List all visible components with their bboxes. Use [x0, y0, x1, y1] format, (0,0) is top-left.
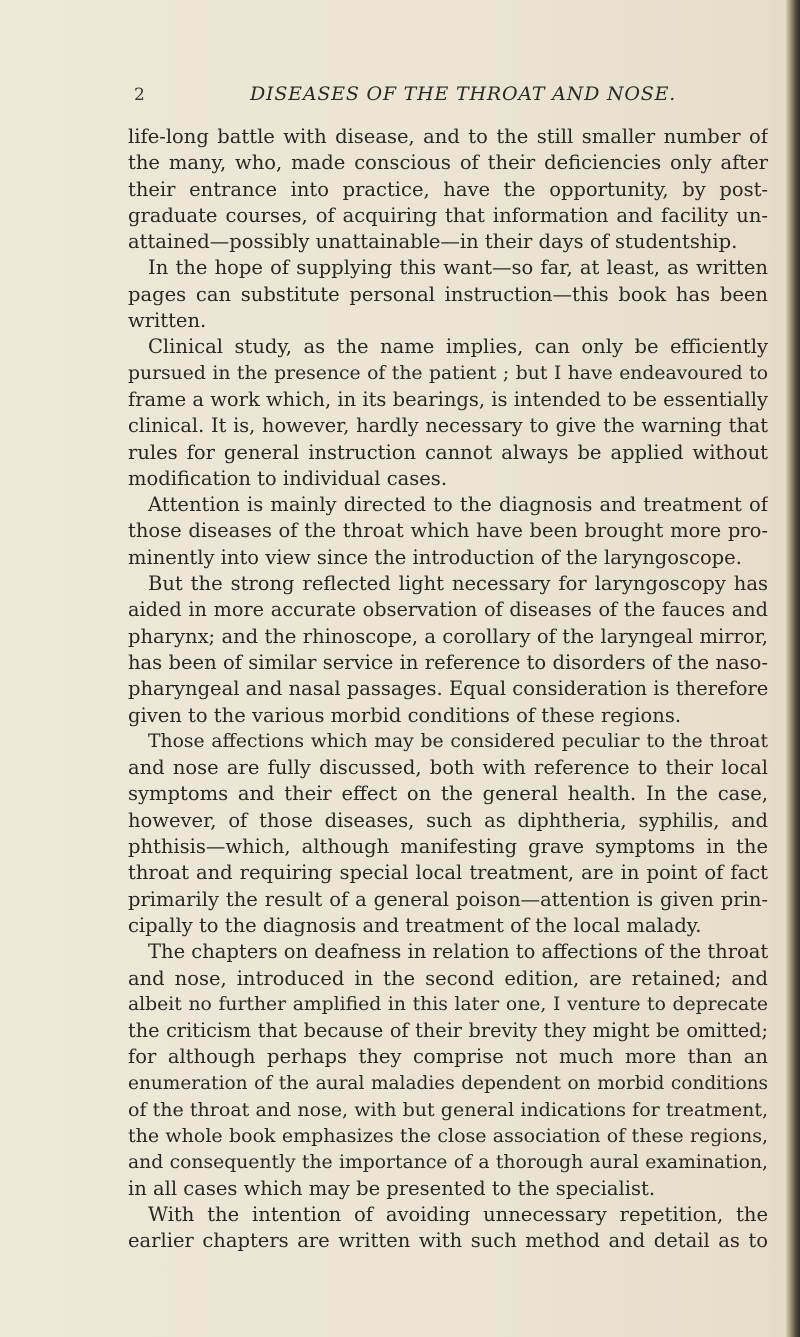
text-line: pursued in the presence of the patient ; but I have endeavoured to	[128, 362, 768, 384]
text-line: symptoms and their effect on the general health. In the case,	[128, 782, 768, 806]
text-line: life-long battle with disease, and to the still smaller number of	[128, 125, 768, 148]
page-binding-edge	[786, 0, 800, 1337]
running-title: DISEASES OF THE THROAT AND NOSE.	[250, 83, 677, 105]
text-line: throat and requiring special local treatment, are in point of fact	[128, 861, 768, 885]
text-line: Those affections which may be considered peculiar to the throat	[148, 730, 768, 752]
text-line: and consequently the importance of a thorough aural examination,	[128, 1151, 768, 1173]
text-line: however, of those diseases, such as diphtheria, syphilis, and	[128, 808, 768, 832]
text-line: for although perhaps they comprise not much more than an	[128, 1045, 768, 1069]
body-text	[128, 124, 768, 1255]
text-line: pharynx; and the rhinoscope, a corollary of the laryngeal mirror,	[128, 624, 768, 648]
text-line: graduate courses, of acquiring that information and facility un-	[128, 203, 768, 227]
text-line: pages can substitute personal instruction—this book has been	[128, 282, 768, 306]
text-line: With the intention of avoiding unnecessary repetition, the	[148, 1203, 768, 1227]
text-line: In the hope of supplying this want—so far, at least, as written	[148, 256, 768, 280]
text-line: given to the various morbid conditions of these regions.	[128, 703, 682, 727]
text-line: their entrance into practice, have the opportunity, by post-	[128, 177, 768, 201]
text-line: and nose are fully discussed, both with reference to their local	[128, 756, 768, 780]
text-line: frame a work which, in its bearings, is intended to be essentially	[128, 387, 768, 411]
text-line: the whole book emphasizes the close association of these regions,	[128, 1125, 768, 1148]
text-line: and nose, introduced in the second edition, are retained; and	[128, 966, 768, 990]
text-line: But the strong reflected light necessary for laryngoscopy has	[148, 572, 768, 596]
text-line: those diseases of the throat which have been brought more pro-	[128, 519, 768, 543]
text-line: phthisis—which, although manifesting grave symptoms in the	[128, 835, 768, 859]
text-line: The chapters on deafness in relation to affections of the throat	[148, 940, 768, 964]
text-line: earlier chapters are written with such method and detail as to	[128, 1229, 768, 1253]
text-line: enumeration of the aural maladies dependent on morbid conditions	[128, 1072, 768, 1094]
text-line: minently into view since the introduction of the laryngoscope.	[128, 545, 742, 569]
text-line: primarily the result of a general poison—attention is given prin-	[128, 887, 768, 911]
text-line: Clinical study, as the name implies, can only be efficiently	[148, 335, 768, 359]
text-line: the criticism that because of their brevity they might be omitted;	[128, 1019, 768, 1043]
text-line: clinical. It is, however, hardly necessary to give the warning that	[128, 414, 768, 438]
text-line: pharyngeal and nasal passages. Equal consideration is therefore	[128, 677, 768, 701]
text-line: rules for general instruction cannot always be applied without	[128, 440, 768, 464]
text-line: the many, who, made conscious of their deficiencies only after	[128, 151, 768, 175]
text-line: attained—possibly unattainable—in their days of studentship.	[128, 230, 738, 254]
page-header	[0, 80, 800, 110]
text-line: cipally to the diagnosis and treatment of the local malady.	[128, 913, 702, 937]
text-line: modification to individual cases.	[128, 466, 448, 490]
text-line: has been of similar service in reference to disorders of the naso-	[128, 650, 768, 674]
text-line: aided in more accurate observation of diseases of the fauces and	[128, 598, 768, 622]
text-line: in all cases which may be presented to the specialist.	[128, 1176, 656, 1200]
text-line: Attention is mainly directed to the diagnosis and treatment of	[148, 493, 768, 517]
page-number: 2	[134, 85, 145, 105]
text-line: of the throat and nose, with but general indications for treatment,	[128, 1098, 768, 1121]
text-line: written.	[128, 309, 207, 333]
text-line: albeit no further amplified in this later one, I venture to deprecate	[128, 993, 768, 1015]
